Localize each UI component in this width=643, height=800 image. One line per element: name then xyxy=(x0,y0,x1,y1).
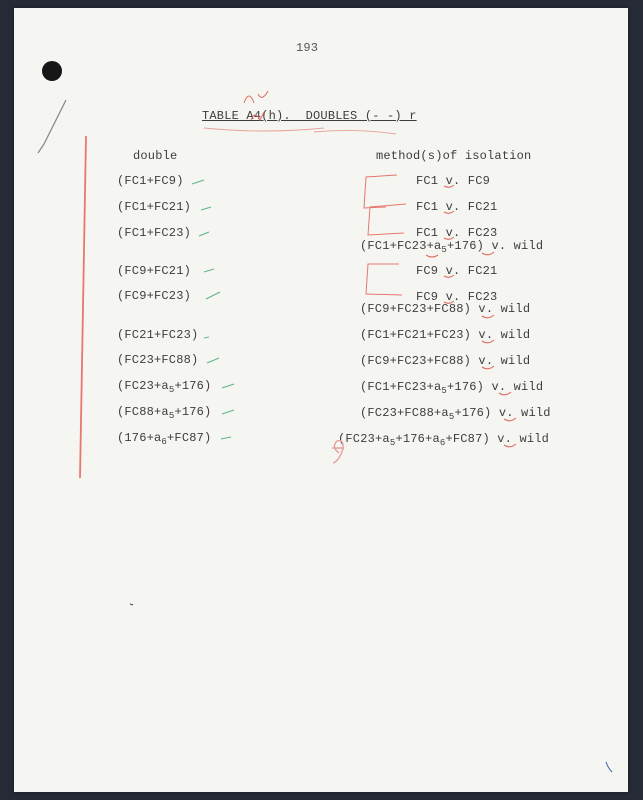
page-number: 193 xyxy=(296,41,319,55)
method-entry: $(FC23+a_5+176+a_6+FC87)$ v. wild xyxy=(338,432,550,448)
double-entry: $(FC23+a_5+176)$ xyxy=(117,379,212,395)
double-entry: $(176+a_6+FC87)$ xyxy=(117,431,212,447)
method-entry: FC1 v. FC23 xyxy=(416,226,498,240)
column-header-method: method(s)of isolation xyxy=(376,149,532,163)
table-title: TABLE A4(h). DOUBLES (- -) r xyxy=(202,109,417,123)
method-entry: $(FC1+FC23+a_5+176)$ v. wild xyxy=(360,239,544,255)
method-entry: FC9 v. FC21 xyxy=(416,264,498,278)
paper-sheet xyxy=(14,8,628,792)
punch-hole xyxy=(42,61,62,81)
method-entry: $(FC23+FC88+a_5+176)$ v. wild xyxy=(360,406,551,422)
double-entry: (FC1+FC9) xyxy=(117,174,184,188)
double-entry: (FC1+FC23) xyxy=(117,226,192,240)
double-entry: (FC9+FC21) xyxy=(117,264,192,278)
double-entry: (FC9+FC23) xyxy=(117,289,192,303)
method-entry: FC9 v. FC23 xyxy=(416,290,498,304)
method-entry: (FC9+FC23+FC88) v. wild xyxy=(360,302,531,316)
method-entry: (FC9+FC23+FC88) v. wild xyxy=(360,354,531,368)
method-entry: $(FC1+FC23+a_5+176)$ v. wild xyxy=(360,380,544,396)
pencil-annotations xyxy=(14,8,628,792)
column-header-double: double xyxy=(133,149,178,163)
double-entry: $(FC88+a_5+176)$ xyxy=(117,405,212,421)
double-entry: (FC23+FC88) xyxy=(117,353,199,367)
double-entry: (FC21+FC23) xyxy=(117,328,199,342)
double-entry: (FC1+FC21) xyxy=(117,200,192,214)
method-entry: (FC1+FC21+FC23) v. wild xyxy=(360,328,531,342)
method-entry: FC1 v. FC21 xyxy=(416,200,498,214)
method-entry: FC1 v. FC9 xyxy=(416,174,491,188)
